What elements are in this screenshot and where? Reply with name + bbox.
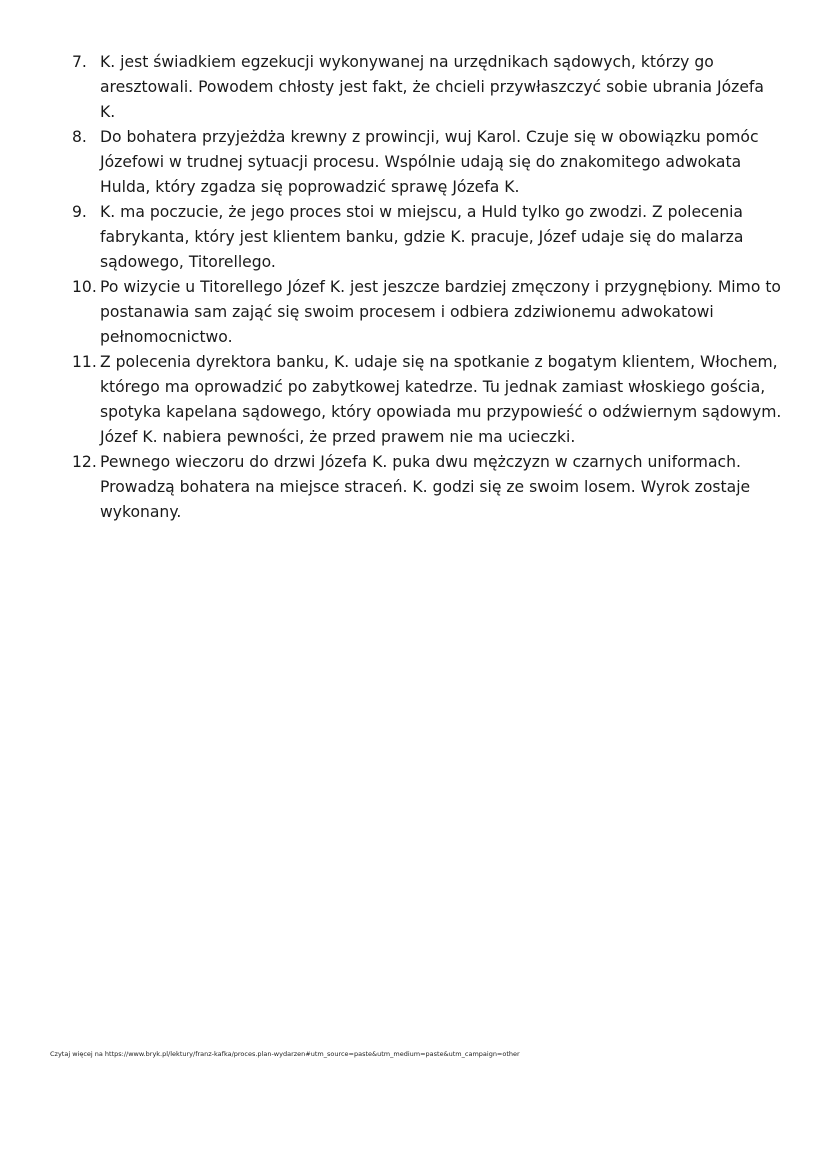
list-item bbox=[72, 450, 782, 525]
source-footer-link[interactable]: Czytaj więcej na https://www.bryk.pl/lektury/franz-kafka/proces.plan-wydarzen#utm_source=paste&utm_medium=paste&utm_campaign=other bbox=[50, 1050, 520, 1058]
list-item-number: 9. bbox=[72, 203, 87, 221]
list-item bbox=[72, 350, 782, 450]
list-item-number: 8. bbox=[72, 128, 87, 146]
list-item bbox=[72, 50, 782, 125]
list-item-number: 10. bbox=[72, 278, 97, 296]
list-item bbox=[72, 275, 782, 350]
list-item-text: Pewnego wieczoru do drzwi Józefa K. puka dwu mężczyzn w czarnych uniformach. Prowadzą bohatera na miejsce straceń. K. godzi się ze swoim losem. Wyrok zostaje wykonany. bbox=[100, 453, 751, 521]
list-item-number: 11. bbox=[72, 353, 97, 371]
list-item-text: K. ma poczucie, że jego proces stoi w miejscu, a Huld tylko go zwodzi. Z polecenia fabrykanta, który jest klientem banku, gdzie K. pracuje, Józef udaje się do malarza sądowego, Titorellego. bbox=[100, 203, 744, 271]
list-item-text: K. jest świadkiem egzekucji wykonywanej na urzędnikach sądowych, którzy go aresztowali. Powodem chłosty jest fakt, że chcieli przywłaszczyć sobie ubrania Józefa K. bbox=[100, 53, 764, 121]
list-item bbox=[72, 125, 782, 200]
list-item-text: Z polecenia dyrektora banku, K. udaje się na spotkanie z bogatym klientem, Włochem, którego ma oprowadzić po zabytkowej katedrze. Tu jednak zamiast włoskiego gościa, spotyka kapelana sądowego, który opowiada mu przypowieść o odźwiernym sądowym. Józef K. nabiera pewności, że przed prawem nie ma ucieczki. bbox=[100, 353, 782, 446]
list-item-text: Do bohatera przyjeżdża krewny z prowincji, wuj Karol. Czuje się w obowiązku pomóc Józefowi w trudnej sytuacji procesu. Wspólnie udają się do znakomitego adwokata Hulda, który zgadza się poprowadzić sprawę Józefa K. bbox=[100, 128, 759, 196]
list-item-text: Po wizycie u Titorellego Józef K. jest jeszcze bardziej zmęczony i przygnębiony. Mimo to postanawia sam zająć się swoim procesem i odbiera zdziwionemu adwokatowi pełnomocnictwo. bbox=[100, 278, 781, 346]
list-item-number: 7. bbox=[72, 53, 87, 71]
list-item-number: 12. bbox=[72, 453, 97, 471]
list-item bbox=[72, 200, 782, 275]
event-plan-list bbox=[72, 50, 782, 525]
